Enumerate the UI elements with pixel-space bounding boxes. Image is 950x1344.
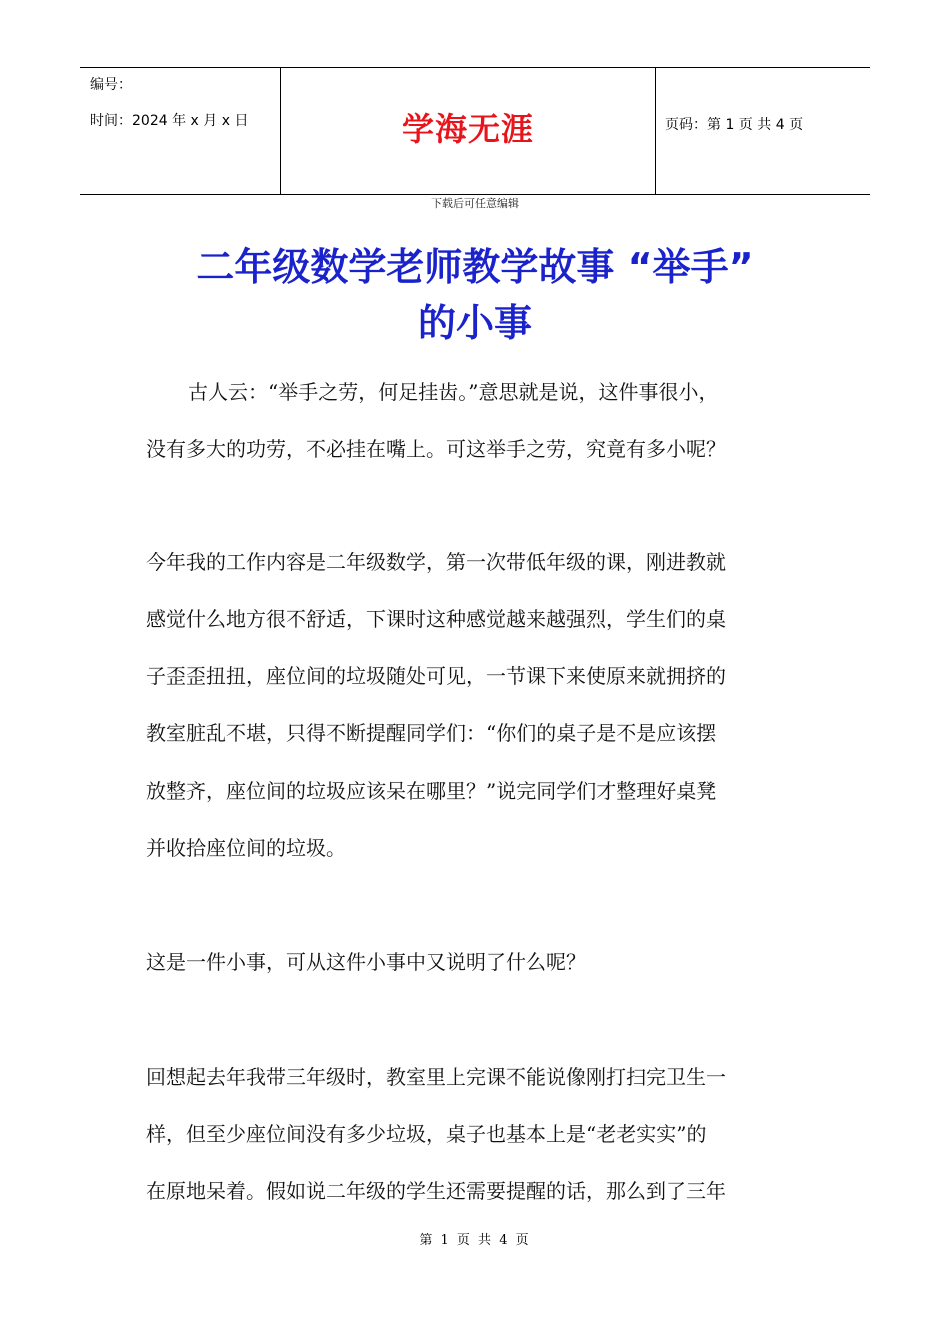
- paragraph-2-line-1: 今年我的工作内容是二年级数学，第一次带低年级的课，刚进教就: [146, 550, 726, 574]
- page-footer: 第 1 页 共 4 页: [419, 1233, 531, 1248]
- paragraph-3-line-1: 这是一件小事，可从这件小事中又说明了什么呢？: [146, 950, 586, 974]
- document-title-line-1: 二年级数学老师教学故事 “举手”: [196, 245, 754, 289]
- header-right-cell: [655, 68, 870, 194]
- header-center-cell: [280, 68, 656, 194]
- edit-note: 下载后可任意编辑: [431, 197, 519, 210]
- time-label: 时间：2024 年 x 月 x 日: [90, 113, 249, 129]
- brand-title: 学海无涯: [401, 110, 534, 148]
- header-left-cell: [80, 68, 280, 194]
- number-label: 编号：: [90, 77, 132, 93]
- header-table: [80, 67, 870, 195]
- paragraph-4-line-2: 样，但至少座位间没有多少垃圾，桌子也基本上是“老老实实”的: [146, 1122, 707, 1146]
- paragraph-1-line-1: 古人云：“举手之劳，何足挂齿。”意思就是说，这件事很小，: [188, 380, 719, 404]
- paragraph-2-line-4: 教室脏乱不堪，只得不断提醒同学们：“你们的桌子是不是应该摆: [146, 721, 717, 745]
- page-info: 页码：第 1 页 共 4 页: [665, 117, 804, 133]
- paragraph-2-line-6: 并收拾座位间的垃圾。: [146, 836, 346, 860]
- paragraph-4-line-1: 回想起去年我带三年级时，教室里上完课不能说像刚打扫完卫生一: [146, 1065, 726, 1089]
- paragraph-2-line-2: 感觉什么地方很不舒适，下课时这种感觉越来越强烈，学生们的桌: [146, 607, 726, 631]
- document-title-line-2: 的小事: [417, 301, 532, 345]
- paragraph-2-line-3: 子歪歪扭扭，座位间的垃圾随处可见，一节课下来使原来就拥挤的: [146, 664, 726, 688]
- paragraph-4-line-3: 在原地呆着。假如说二年级的学生还需要提醒的话，那么到了三年: [146, 1179, 726, 1203]
- paragraph-2-line-5: 放整齐，座位间的垃圾应该呆在哪里？”说完同学们才整理好桌凳: [146, 779, 717, 803]
- paragraph-1-line-2: 没有多大的功劳，不必挂在嘴上。可这举手之劳，究竟有多小呢？: [146, 437, 726, 461]
